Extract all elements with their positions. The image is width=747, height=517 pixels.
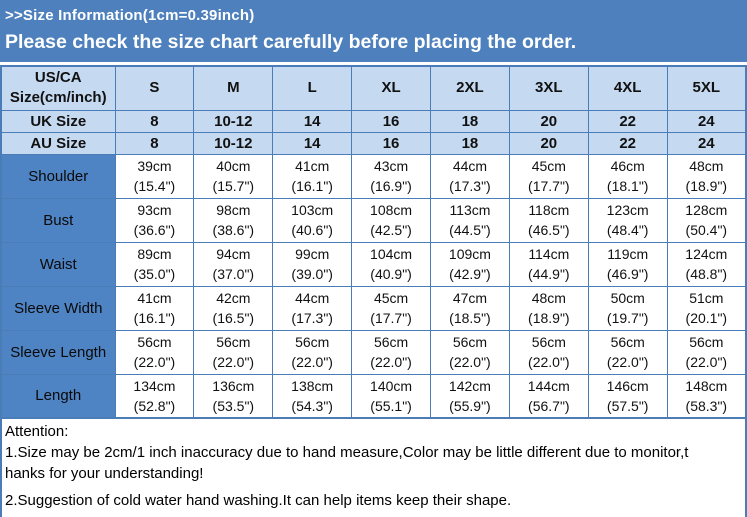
value-cm: 48cm — [689, 158, 724, 174]
value-cm: 44cm — [452, 158, 488, 174]
sleeve-width-value-4xl — [588, 286, 667, 330]
value-cm: 142cm — [448, 377, 491, 394]
value-inch: (40.6") — [291, 222, 333, 238]
value-inch: (48.4") — [606, 222, 649, 238]
bust-value-l — [273, 198, 352, 242]
value-inch: (40.9") — [370, 266, 412, 282]
uk-size-value-xl: 16 — [352, 110, 431, 132]
waist-value-s — [115, 242, 194, 286]
value-cm: 56cm — [610, 334, 645, 350]
waist-value-m — [194, 242, 273, 286]
value-inch: (46.9") — [606, 266, 649, 282]
length-value-4xl — [588, 374, 667, 418]
value-inch: (42.5") — [370, 222, 412, 238]
value-cm: 39cm — [137, 158, 172, 174]
value-cm: 109cm — [448, 246, 491, 262]
row-sleeve-length — [1, 330, 746, 374]
length-value-l — [273, 374, 352, 418]
value-inch: (18.9") — [528, 310, 570, 326]
value-inch: (22.0") — [685, 354, 728, 370]
value-inch: (39.0") — [291, 266, 333, 282]
value-cm: 114cm — [528, 246, 570, 262]
attention-note-2: 2.Suggestion of cold water hand washing.It can help items keep their shape. — [5, 492, 512, 509]
value-cm: 93cm — [137, 202, 172, 218]
shoulder-value-l — [273, 154, 352, 198]
attention-note-1-continued: hanks for your understanding! — [5, 465, 204, 482]
size-chart-body — [1, 66, 746, 418]
value-cm: 45cm — [531, 158, 566, 174]
bust-value-3xl — [509, 198, 588, 242]
value-cm: 42cm — [216, 290, 251, 306]
value-cm: 123cm — [606, 202, 649, 218]
value-cm: 47cm — [452, 290, 488, 306]
value-cm: 56cm — [689, 334, 724, 350]
value-cm: 56cm — [216, 334, 251, 350]
au-size-value-5xl: 24 — [667, 132, 746, 154]
value-inch: (22.0") — [528, 354, 570, 370]
column-header-2xl: 2XL — [431, 66, 510, 110]
value-inch: (22.0") — [212, 354, 255, 370]
value-inch: (17.3") — [449, 178, 491, 194]
row-label-shoulder: Shoulder — [1, 154, 115, 198]
length-value-5xl — [667, 374, 746, 418]
value-cm: 44cm — [295, 290, 330, 306]
value-cm: 50cm — [610, 290, 645, 306]
sleeve-width-value-3xl — [509, 286, 588, 330]
sleeve-length-value-5xl — [667, 330, 746, 374]
value-inch: (19.7") — [606, 310, 649, 326]
shoulder-value-3xl — [509, 154, 588, 198]
bust-value-4xl — [588, 198, 667, 242]
value-cm: 89cm — [137, 246, 172, 262]
uk-size-value-m: 10-12 — [194, 110, 273, 132]
value-inch: (50.4") — [685, 222, 728, 238]
value-cm: 103cm — [291, 202, 334, 218]
bust-value-m — [194, 198, 273, 242]
value-inch: (35.0") — [133, 266, 176, 282]
value-inch: (22.0") — [606, 354, 649, 370]
value-inch: (18.5") — [449, 310, 491, 326]
sleeve-width-value-m — [194, 286, 273, 330]
value-cm: 56cm — [452, 334, 488, 350]
column-header-m: M — [194, 66, 273, 110]
value-inch: (18.9") — [685, 178, 728, 194]
value-cm: 148cm — [685, 377, 728, 394]
uk-size-value-5xl: 24 — [667, 110, 746, 132]
value-inch: (55.1") — [370, 397, 412, 414]
value-inch: (53.5") — [212, 397, 255, 414]
value-cm: 56cm — [373, 334, 409, 350]
au-size-value-m: 10-12 — [194, 132, 273, 154]
row-uk-size — [1, 110, 746, 132]
length-value-xl — [352, 374, 431, 418]
row-label-length: Length — [1, 374, 115, 418]
attention-note-1: 1.Size may be 2cm/1 inch inaccuracy due to hand measure,Color may be little different due to monitor,t — [5, 444, 689, 461]
value-cm: 128cm — [685, 202, 728, 218]
uk-size-value-3xl: 20 — [509, 110, 588, 132]
bust-value-s — [115, 198, 194, 242]
sleeve-width-value-2xl — [431, 286, 510, 330]
value-cm: 43cm — [373, 158, 409, 174]
shoulder-value-xl — [352, 154, 431, 198]
size-chart-header-row — [1, 66, 746, 110]
bust-value-5xl — [667, 198, 746, 242]
value-inch: (44.5") — [449, 222, 491, 238]
value-inch: (22.0") — [449, 354, 491, 370]
row-au-size — [1, 132, 746, 154]
sleeve-length-value-xl — [352, 330, 431, 374]
value-cm: 108cm — [370, 202, 413, 218]
value-inch: (17.7") — [528, 178, 570, 194]
value-inch: (56.7") — [528, 397, 570, 414]
au-size-value-s: 8 — [115, 132, 194, 154]
bust-value-2xl — [431, 198, 510, 242]
value-inch: (48.8") — [685, 266, 728, 282]
size-chart-table — [0, 65, 747, 419]
column-header-xl: XL — [352, 66, 431, 110]
row-label-uk-size: UK Size — [1, 110, 115, 132]
value-cm: 146cm — [606, 377, 649, 394]
value-cm: 98cm — [216, 202, 251, 218]
value-inch: (16.5") — [212, 310, 255, 326]
sleeve-width-value-s — [115, 286, 194, 330]
value-cm: 134cm — [133, 377, 176, 394]
shoulder-value-2xl — [431, 154, 510, 198]
column-header-3xl: 3XL — [509, 66, 588, 110]
length-value-3xl — [509, 374, 588, 418]
value-inch: (22.0") — [291, 354, 333, 370]
value-inch: (22.0") — [370, 354, 412, 370]
value-inch: (17.3") — [291, 310, 333, 326]
value-inch: (37.0") — [212, 266, 255, 282]
length-value-s — [115, 374, 194, 418]
value-inch: (15.7") — [212, 178, 255, 194]
value-cm: 41cm — [295, 158, 330, 174]
uk-size-value-4xl: 22 — [588, 110, 667, 132]
waist-value-3xl — [509, 242, 588, 286]
value-cm: 136cm — [212, 377, 255, 394]
value-cm: 48cm — [531, 290, 566, 306]
au-size-value-4xl: 22 — [588, 132, 667, 154]
value-inch: (36.6") — [133, 222, 176, 238]
column-header-5xl: 5XL — [667, 66, 746, 110]
sleeve-width-value-xl — [352, 286, 431, 330]
value-inch: (57.5") — [606, 397, 649, 414]
row-label-bust: Bust — [1, 198, 115, 242]
sleeve-width-value-5xl — [667, 286, 746, 330]
value-cm: 56cm — [295, 334, 330, 350]
uk-size-value-s: 8 — [115, 110, 194, 132]
value-inch: (52.8") — [133, 397, 176, 414]
row-waist — [1, 242, 746, 286]
sleeve-length-value-3xl — [509, 330, 588, 374]
waist-value-xl — [352, 242, 431, 286]
uk-size-value-2xl: 18 — [431, 110, 510, 132]
au-size-value-3xl: 20 — [509, 132, 588, 154]
size-info-title: >>Size Information(1cm=0.39inch) — [5, 7, 255, 24]
shoulder-value-m — [194, 154, 273, 198]
value-inch: (44.9") — [528, 266, 570, 282]
value-cm: 118cm — [528, 202, 570, 218]
bust-value-xl — [352, 198, 431, 242]
row-label-au-size: AU Size — [1, 132, 115, 154]
corner-header: US/CA Size(cm/inch) — [1, 66, 115, 110]
value-cm: 51cm — [689, 290, 724, 306]
value-inch: (16.1") — [133, 310, 176, 326]
row-label-sleeve-length: Sleeve Length — [1, 330, 115, 374]
attention-title: Attention: — [5, 423, 69, 440]
waist-value-2xl — [431, 242, 510, 286]
value-inch: (38.6") — [212, 222, 255, 238]
row-bust — [1, 198, 746, 242]
waist-value-l — [273, 242, 352, 286]
value-cm: 144cm — [527, 377, 570, 394]
sleeve-length-value-m — [194, 330, 273, 374]
value-inch: (22.0") — [133, 354, 176, 370]
value-inch: (58.3") — [685, 397, 728, 414]
waist-value-5xl — [667, 242, 746, 286]
length-value-2xl — [431, 374, 510, 418]
au-size-value-l: 14 — [273, 132, 352, 154]
value-inch: (54.3") — [291, 397, 333, 414]
shoulder-value-5xl — [667, 154, 746, 198]
value-inch: (18.1") — [606, 178, 649, 194]
value-cm: 124cm — [685, 246, 728, 262]
length-value-m — [194, 374, 273, 418]
sleeve-length-value-s — [115, 330, 194, 374]
value-inch: (42.9") — [449, 266, 491, 282]
value-inch: (55.9") — [449, 397, 491, 414]
value-cm: 99cm — [295, 246, 330, 262]
value-inch: (20.1") — [685, 310, 728, 326]
row-shoulder — [1, 154, 746, 198]
row-sleeve-width — [1, 286, 746, 330]
sleeve-length-value-2xl — [431, 330, 510, 374]
size-chart-warning: Please check the size chart carefully before placing the order. — [5, 31, 577, 53]
au-size-value-xl: 16 — [352, 132, 431, 154]
shoulder-value-s — [115, 154, 194, 198]
attention-notes — [0, 419, 747, 517]
sleeve-length-value-l — [273, 330, 352, 374]
au-size-value-2xl: 18 — [431, 132, 510, 154]
uk-size-value-l: 14 — [273, 110, 352, 132]
row-label-sleeve-width: Sleeve Width — [1, 286, 115, 330]
shoulder-value-4xl — [588, 154, 667, 198]
value-cm: 56cm — [137, 334, 172, 350]
value-cm: 104cm — [370, 246, 413, 262]
value-inch: (17.7") — [370, 310, 412, 326]
sleeve-length-value-4xl — [588, 330, 667, 374]
waist-value-4xl — [588, 242, 667, 286]
value-cm: 94cm — [216, 246, 251, 262]
value-cm: 119cm — [607, 246, 649, 262]
value-cm: 41cm — [137, 290, 172, 306]
sleeve-width-value-l — [273, 286, 352, 330]
value-cm: 46cm — [610, 158, 645, 174]
value-cm: 138cm — [291, 377, 334, 394]
row-label-waist: Waist — [1, 242, 115, 286]
row-length — [1, 374, 746, 418]
value-inch: (46.5") — [528, 222, 570, 238]
column-header-l: L — [273, 66, 352, 110]
value-cm: 56cm — [531, 334, 566, 350]
column-header-4xl: 4XL — [588, 66, 667, 110]
value-inch: (16.1") — [291, 178, 333, 194]
value-cm: 113cm — [449, 202, 491, 218]
value-cm: 140cm — [370, 377, 413, 394]
value-cm: 45cm — [373, 290, 409, 306]
column-header-s: S — [115, 66, 194, 110]
value-inch: (15.4") — [133, 178, 176, 194]
size-info-header — [0, 0, 747, 62]
value-inch: (16.9") — [370, 178, 412, 194]
value-cm: 40cm — [216, 158, 251, 174]
